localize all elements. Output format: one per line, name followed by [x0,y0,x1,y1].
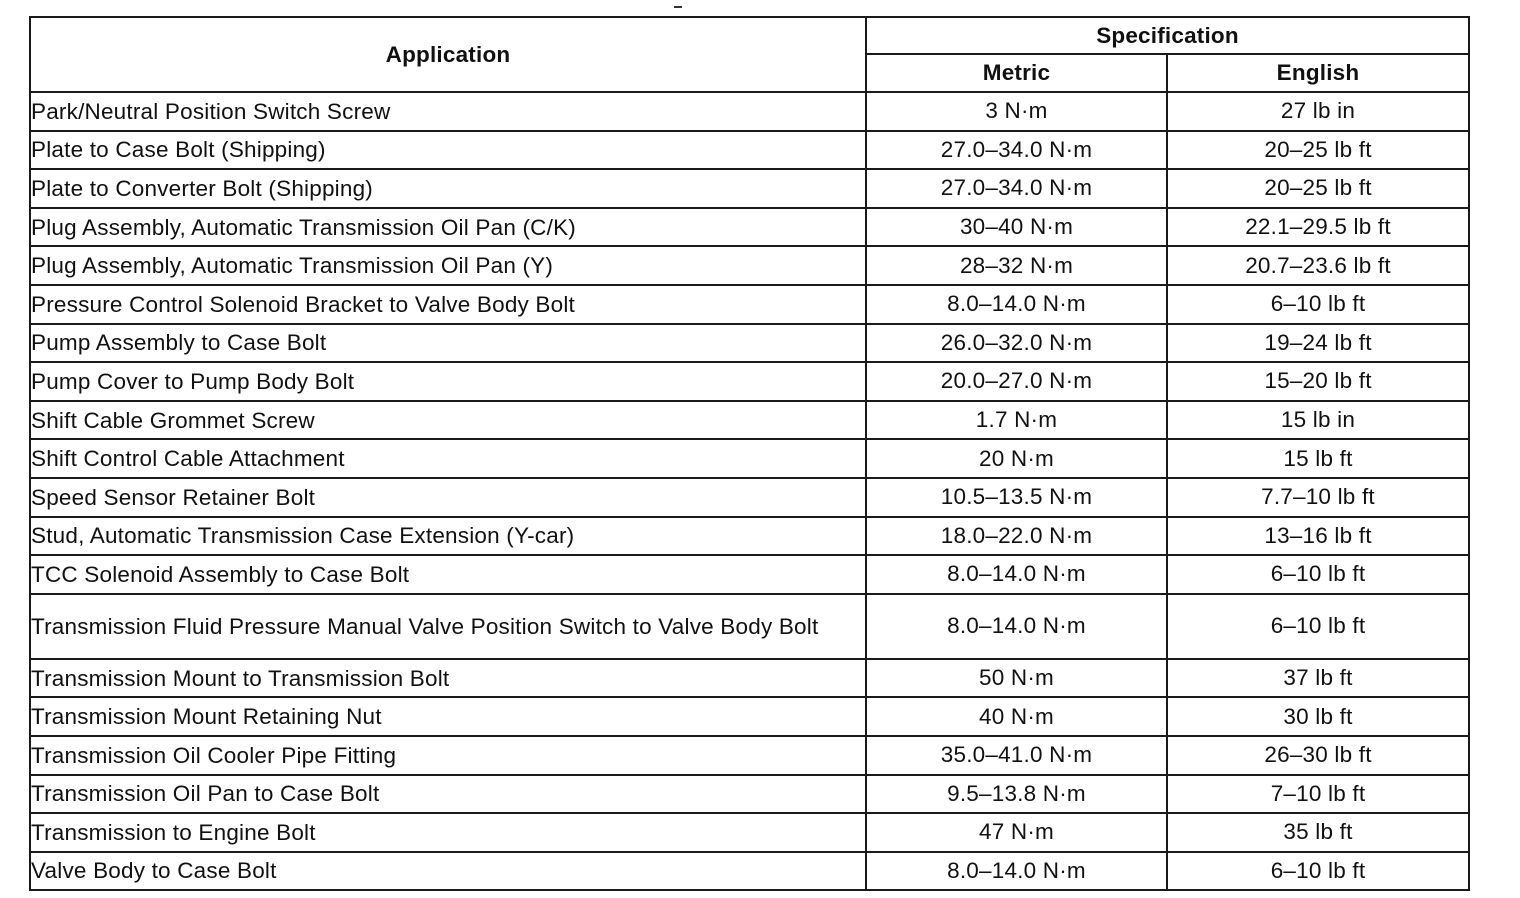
table-row [30,246,1469,285]
specification-group-header: Specification [866,17,1469,54]
table-row [30,285,1469,324]
application-cell: Plate to Case Bolt (Shipping) [30,131,866,170]
metric-cell: 3 N·m [866,92,1167,131]
metric-cell: 27.0–34.0 N·m [866,169,1167,208]
table-row [30,92,1469,131]
application-cell: Pump Assembly to Case Bolt [30,324,866,363]
application-column-header: Application [30,17,866,92]
table-row [30,659,1469,698]
application-cell: Shift Control Cable Attachment [30,439,866,478]
english-cell: 20–25 lb ft [1167,131,1469,170]
table-row [30,362,1469,401]
english-cell: 15 lb ft [1167,439,1469,478]
english-cell: 6–10 lb ft [1167,285,1469,324]
metric-cell: 20 N·m [866,439,1167,478]
table-row [30,324,1469,363]
application-cell: Park/Neutral Position Switch Screw [30,92,866,131]
metric-cell: 10.5–13.5 N·m [866,478,1167,517]
english-cell: 37 lb ft [1167,659,1469,698]
metric-cell: 8.0–14.0 N·m [866,285,1167,324]
table-header [30,17,1469,92]
application-cell: TCC Solenoid Assembly to Case Bolt [30,555,866,594]
table-body [30,92,1469,890]
english-cell: 7.7–10 lb ft [1167,478,1469,517]
table-row [30,208,1469,247]
top-scan-mark [674,6,682,8]
english-cell: 6–10 lb ft [1167,852,1469,891]
application-cell: Valve Body to Case Bolt [30,852,866,891]
metric-cell: 9.5–13.8 N·m [866,775,1167,814]
table-row [30,736,1469,775]
english-cell: 13–16 lb ft [1167,517,1469,556]
table-row [30,775,1469,814]
table-row [30,169,1469,208]
metric-cell: 47 N·m [866,813,1167,852]
metric-cell: 50 N·m [866,659,1167,698]
english-cell: 15 lb in [1167,401,1469,440]
application-cell: Stud, Automatic Transmission Case Extension (Y-car) [30,517,866,556]
table-row [30,594,1469,659]
metric-cell: 30–40 N·m [866,208,1167,247]
application-cell: Pump Cover to Pump Body Bolt [30,362,866,401]
english-cell: 20.7–23.6 lb ft [1167,246,1469,285]
metric-cell: 40 N·m [866,697,1167,736]
metric-cell: 28–32 N·m [866,246,1167,285]
metric-cell: 20.0–27.0 N·m [866,362,1167,401]
application-cell: Pressure Control Solenoid Bracket to Valve Body Bolt [30,285,866,324]
application-cell: Plug Assembly, Automatic Transmission Oil Pan (Y) [30,246,866,285]
metric-cell: 8.0–14.0 N·m [866,594,1167,659]
metric-cell: 26.0–32.0 N·m [866,324,1167,363]
table-row [30,478,1469,517]
table-row [30,517,1469,556]
application-cell: Shift Cable Grommet Screw [30,401,866,440]
metric-column-header: Metric [866,54,1167,92]
english-cell: 15–20 lb ft [1167,362,1469,401]
table-row [30,439,1469,478]
application-cell: Plug Assembly, Automatic Transmission Oil Pan (C/K) [30,208,866,247]
table-row [30,697,1469,736]
application-cell: Transmission Mount to Transmission Bolt [30,659,866,698]
table-row [30,131,1469,170]
application-cell: Transmission Oil Pan to Case Bolt [30,775,866,814]
english-cell: 30 lb ft [1167,697,1469,736]
metric-cell: 8.0–14.0 N·m [866,852,1167,891]
metric-cell: 8.0–14.0 N·m [866,555,1167,594]
english-cell: 6–10 lb ft [1167,555,1469,594]
english-cell: 20–25 lb ft [1167,169,1469,208]
english-column-header: English [1167,54,1469,92]
application-cell: Plate to Converter Bolt (Shipping) [30,169,866,208]
application-cell: Transmission Oil Cooler Pipe Fitting [30,736,866,775]
header-row-top [30,17,1469,54]
table-row [30,401,1469,440]
application-cell: Speed Sensor Retainer Bolt [30,478,866,517]
application-cell: Transmission Mount Retaining Nut [30,697,866,736]
metric-cell: 27.0–34.0 N·m [866,131,1167,170]
metric-cell: 1.7 N·m [866,401,1167,440]
english-cell: 27 lb in [1167,92,1469,131]
table-row [30,852,1469,891]
metric-cell: 35.0–41.0 N·m [866,736,1167,775]
table-row [30,555,1469,594]
torque-spec-table [29,16,1470,891]
english-cell: 26–30 lb ft [1167,736,1469,775]
application-cell: Transmission to Engine Bolt [30,813,866,852]
application-cell: Transmission Fluid Pressure Manual Valve Position Switch to Valve Body Bolt [30,594,866,659]
english-cell: 22.1–29.5 lb ft [1167,208,1469,247]
english-cell: 19–24 lb ft [1167,324,1469,363]
english-cell: 6–10 lb ft [1167,594,1469,659]
english-cell: 35 lb ft [1167,813,1469,852]
metric-cell: 18.0–22.0 N·m [866,517,1167,556]
english-cell: 7–10 lb ft [1167,775,1469,814]
table-row [30,813,1469,852]
